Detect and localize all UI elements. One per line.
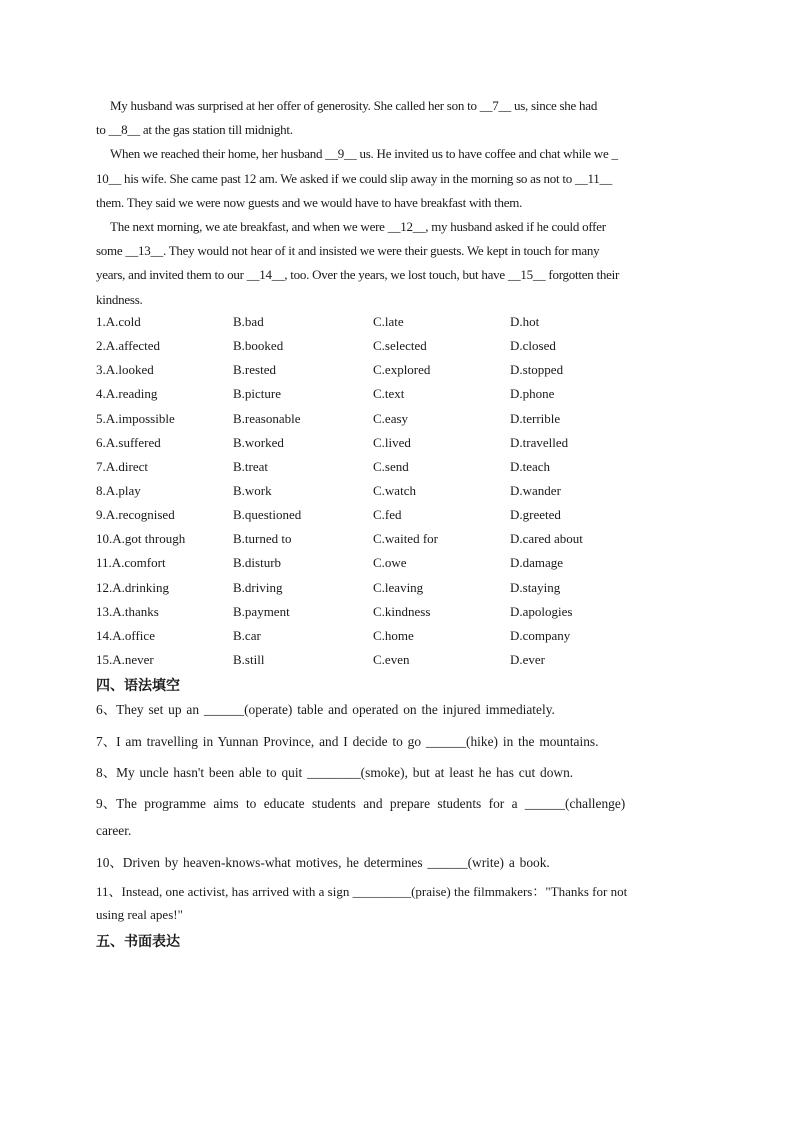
option-b: B.driving — [233, 579, 283, 595]
option-d: D.terrible — [510, 410, 561, 426]
option-b: B.turned to — [233, 531, 292, 547]
passage-paragraph — [96, 142, 688, 215]
answer-options-table — [96, 310, 696, 672]
option-a: 3.A.looked — [96, 362, 154, 378]
option-row — [96, 600, 696, 624]
passage-line: When we reached their home, her husband __9__ us. He invited us to have coffee and chat while we _ — [110, 146, 618, 162]
option-row — [96, 407, 696, 431]
passage-line: kindness. — [96, 291, 143, 307]
option-d: D.teach — [510, 458, 551, 474]
option-d: D.stopped — [510, 362, 564, 378]
option-a: 1.A.cold — [96, 314, 141, 329]
option-row — [96, 431, 696, 455]
option-d: D.cared about — [510, 531, 583, 547]
option-a: 5.A.impossible — [96, 410, 175, 426]
option-a: 7.A.direct — [96, 458, 148, 474]
option-d: D.apologies — [510, 603, 573, 619]
option-b: B.car — [233, 627, 261, 643]
option-c: C.watch — [373, 482, 416, 498]
option-c: C.fed — [373, 507, 402, 523]
option-a: 4.A.reading — [96, 386, 158, 402]
option-row — [96, 310, 696, 334]
option-d: D.company — [510, 627, 571, 643]
passage-line: My husband was surprised at her offer of generosity. She called her son to __7__ us, since she had — [110, 98, 598, 113]
option-d: D.closed — [510, 338, 556, 354]
option-c: C.send — [373, 458, 409, 474]
option-a: 12.A.drinking — [96, 579, 169, 595]
option-d: D.staying — [510, 579, 561, 595]
passage-line: some __13__. They would not hear of it and insisted we were their guests. We kept in touch for many — [96, 243, 600, 259]
option-b: B.still — [233, 651, 265, 667]
option-row — [96, 576, 696, 600]
section-heading-writing: 五、书面表达 — [96, 934, 180, 950]
grammar-item-continued: career. — [96, 823, 132, 838]
passage-line: The next morning, we ate breakfast, and when we were __12__, my husband asked if he could offer — [110, 219, 606, 235]
option-row — [96, 455, 696, 479]
option-c: C.lived — [373, 434, 411, 450]
passage-paragraph — [96, 215, 688, 312]
grammar-item: 11、Instead, one activist, has arrived with a sign _________(praise) the filmmakers："Thanks for not — [96, 884, 628, 899]
option-row — [96, 479, 696, 503]
option-row — [96, 503, 696, 527]
option-d: D.wander — [510, 482, 561, 498]
option-b: B.picture — [233, 386, 282, 402]
option-a: 8.A.play — [96, 482, 141, 498]
option-row — [96, 551, 696, 575]
option-c: C.explored — [373, 362, 431, 378]
option-b: B.disturb — [233, 555, 282, 571]
passage-line: them. They said we were now guests and we would have to have breakfast with them. — [96, 194, 523, 210]
option-a: 13.A.thanks — [96, 603, 159, 619]
option-a: 6.A.suffered — [96, 434, 161, 450]
option-d: D.damage — [510, 555, 564, 571]
grammar-item-continued: using real apes!" — [96, 907, 183, 922]
option-b: B.payment — [233, 603, 290, 619]
option-d: D.greeted — [510, 507, 561, 523]
option-a: 11.A.comfort — [96, 555, 166, 571]
option-b: B.rested — [233, 362, 276, 378]
option-a: 10.A.got through — [96, 531, 186, 547]
option-c: C.waited for — [373, 531, 438, 547]
passage-line: years, and invited them to our __14__, too. Over the years, we lost touch, but have __15__ forgotten their — [96, 267, 620, 283]
option-b: B.treat — [233, 458, 269, 474]
option-d: D.ever — [510, 651, 546, 667]
option-a: 2.A.affected — [96, 338, 161, 354]
option-d: D.travelled — [510, 434, 569, 450]
option-c: C.late — [373, 314, 404, 329]
passage-line: to __8__ at the gas station till midnight. — [96, 122, 293, 138]
option-b: B.booked — [233, 338, 284, 354]
option-row — [96, 648, 696, 672]
option-c: C.text — [373, 386, 405, 402]
option-d: D.phone — [510, 386, 555, 402]
option-b: B.work — [233, 482, 272, 498]
grammar-item: 7、I am travelling in Yunnan Province, and I decide to go ______(hike) in the mountains. — [96, 734, 599, 749]
passage-line: 10__ his wife. She came past 12 am. We asked if we could slip away in the morning so as not to __11__ — [96, 170, 612, 186]
option-b: B.worked — [233, 434, 284, 450]
option-a: 14.A.office — [96, 627, 155, 643]
grammar-item: 9、The programme aims to educate students and prepare students for a ______(challenge) — [96, 796, 626, 811]
option-c: C.easy — [373, 410, 409, 426]
option-c: C.leaving — [373, 579, 424, 595]
option-row — [96, 527, 696, 551]
option-b: B.questioned — [233, 507, 302, 523]
option-a: 15.A.never — [96, 651, 154, 667]
option-row — [96, 624, 696, 648]
option-row — [96, 382, 696, 406]
passage-paragraph — [96, 94, 688, 142]
cloze-passage — [96, 94, 688, 312]
section-heading-grammar: 四、语法填空 — [96, 678, 180, 694]
option-b: B.bad — [233, 314, 264, 329]
option-c: C.home — [373, 627, 414, 643]
option-d: D.hot — [510, 314, 540, 329]
option-row — [96, 358, 696, 382]
option-c: C.kindness — [373, 603, 431, 619]
grammar-item: 8、My uncle hasn't been able to quit ________(smoke), but at least he has cut down. — [96, 765, 574, 780]
grammar-item: 6、They set up an ______(operate) table and operated on the injured immediately. — [96, 702, 555, 717]
grammar-item: 10、Driven by heaven-knows-what motives, he determines ______(write) a book. — [96, 855, 550, 870]
option-c: C.owe — [373, 555, 407, 571]
option-b: B.reasonable — [233, 410, 301, 426]
option-c: C.even — [373, 651, 410, 667]
option-c: C.selected — [373, 338, 427, 354]
option-row — [96, 334, 696, 358]
option-a: 9.A.recognised — [96, 507, 175, 523]
